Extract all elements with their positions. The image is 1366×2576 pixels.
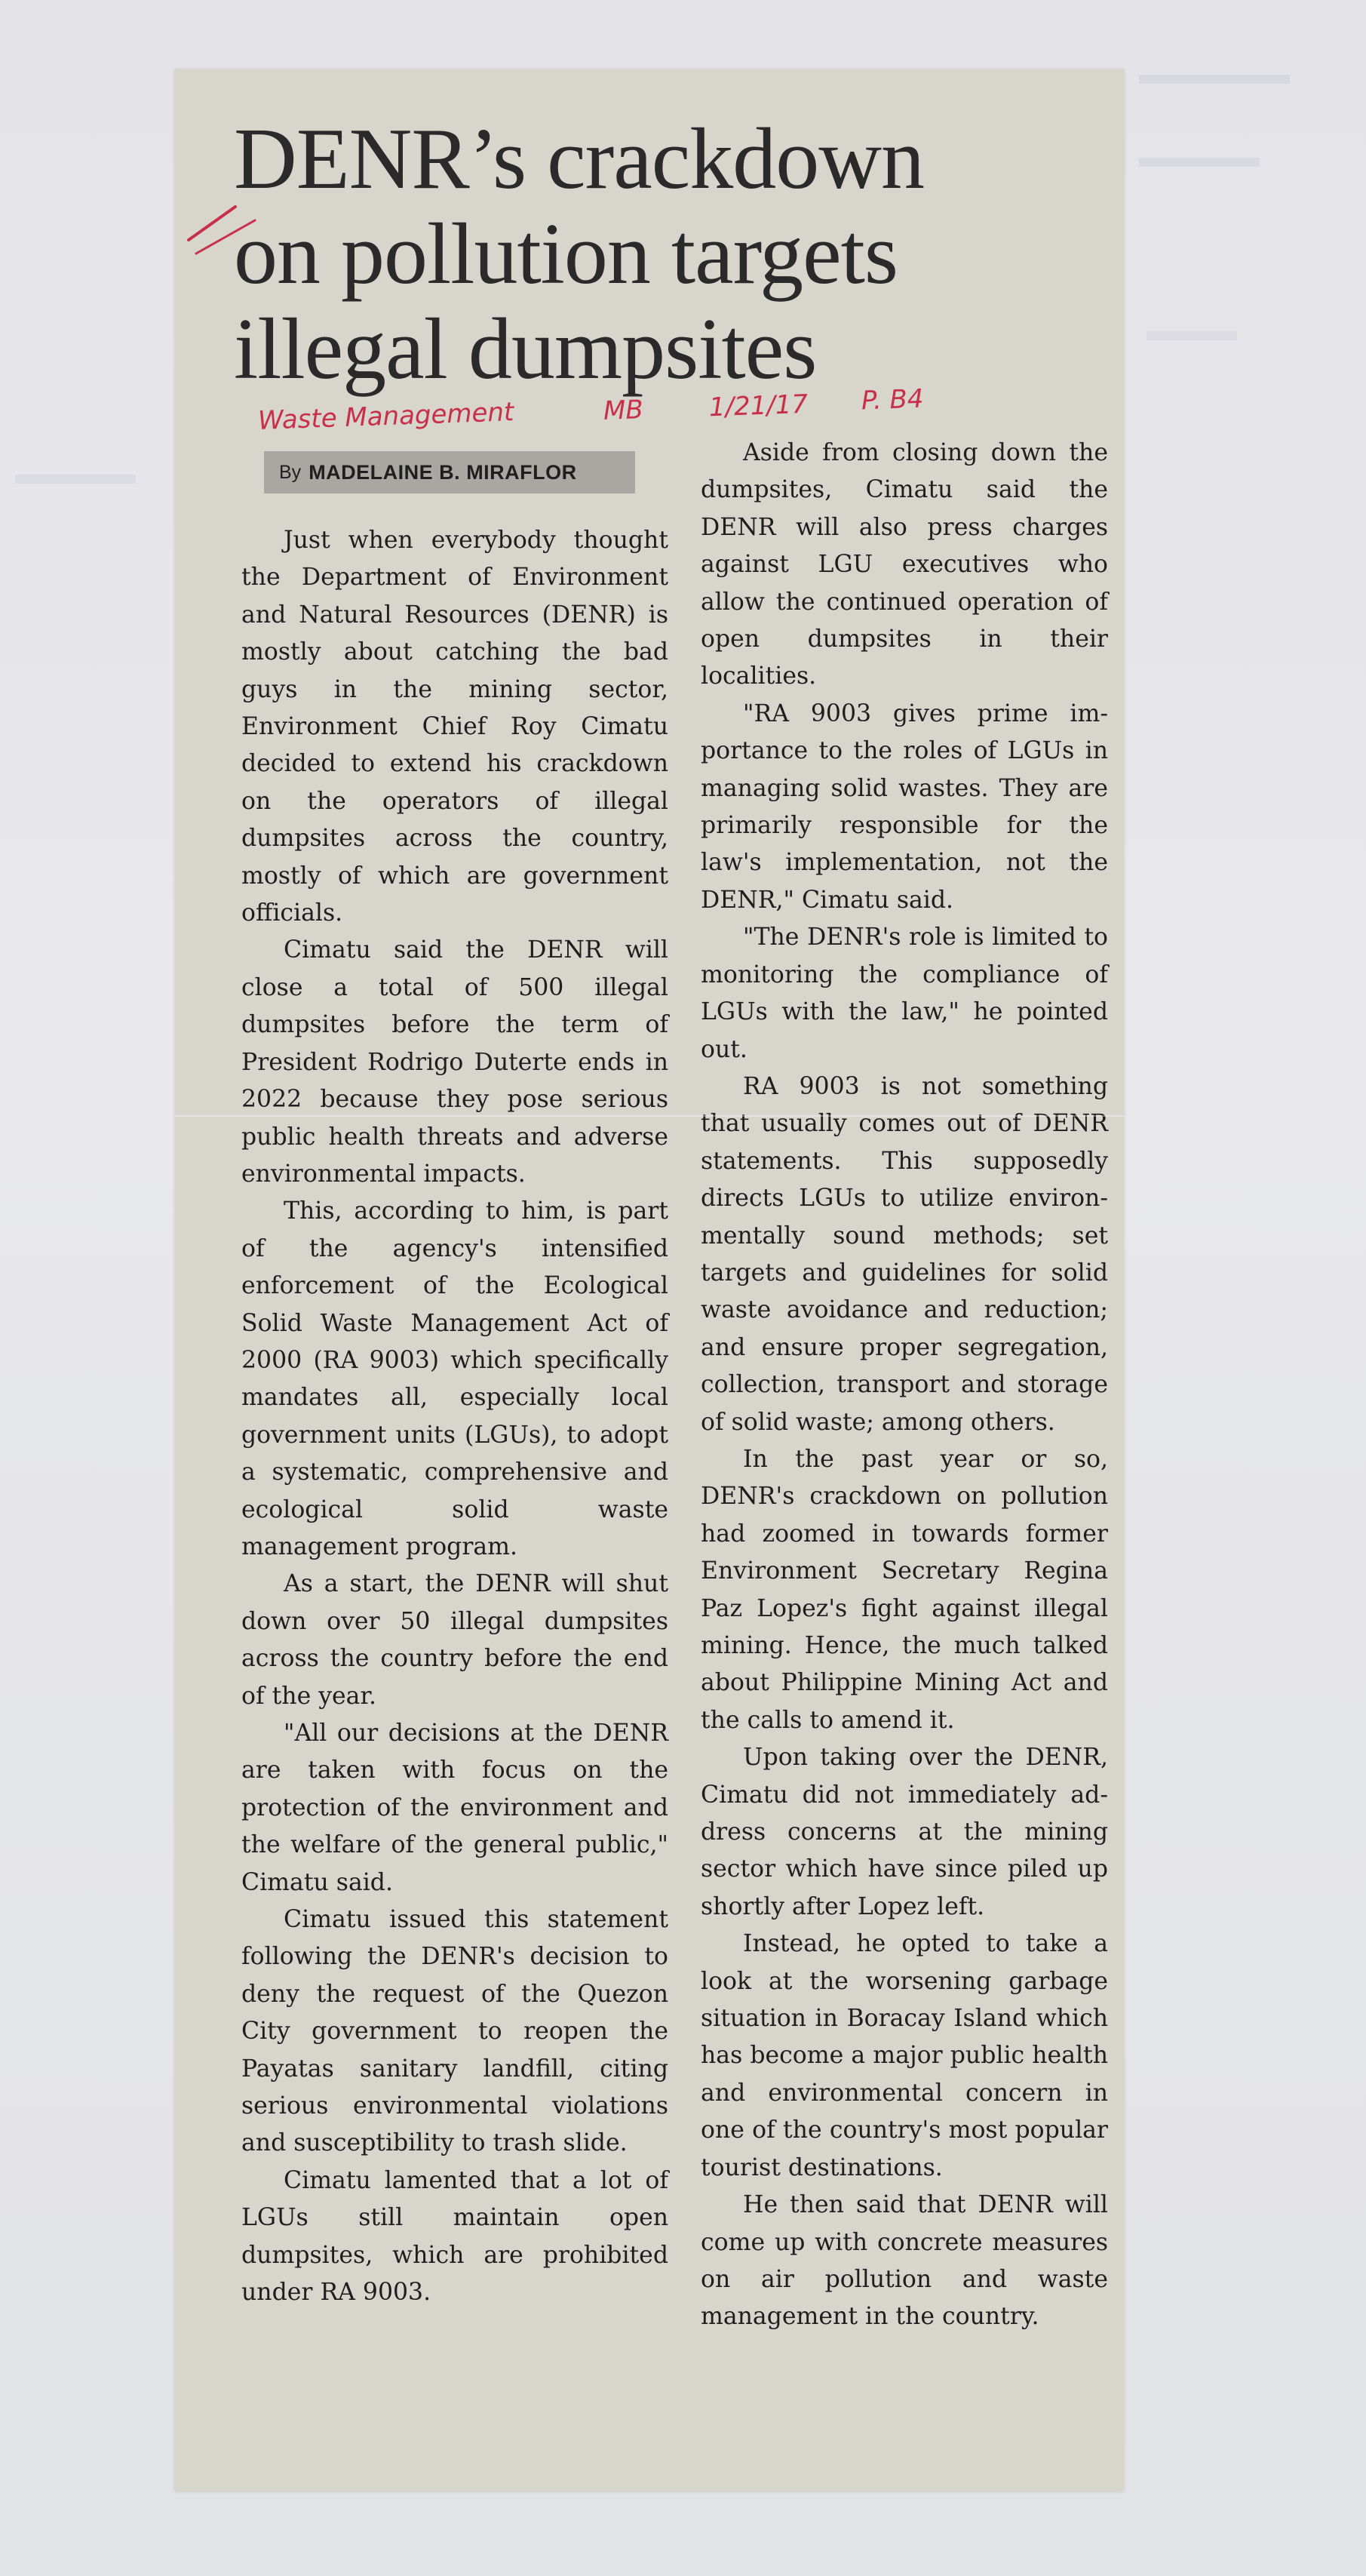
byline-prefix: By [279,461,302,483]
paragraph: Just when everybody thought the Department of Environment and Natural Resources (DENR) is mostly about catching the bad guys in the mining sector, Environment Chief Roy Cimatu decided to extend his crackdown on the operators of illegal dumpsites across the country, mostly of which are government officials. [241,527,668,927]
paragraph: Cimatu issued this statement following the DENR's decision to deny the request of the Quezon City government to reopen the Payatas sanitary landfill, citing serious environmental violations and susceptibility to trash slide. [241,1906,668,2157]
headline-line: illegal dumpsites [234,301,817,398]
paragraph: Cimatu said the DENR will close a total of 500 illegal dumpsites before the term of President Rodrigo Duterte ends in 2022 because they pose serious public health threats and adverse environmental impacts. [241,936,668,1188]
byline [264,451,635,493]
headline-line: DENR’s crackdown [234,111,925,207]
paragraph: Upon taking over the DENR, Cimatu did not immediately address concerns at the mining sector which have since piled up shortly after Lopez left. [701,1744,1108,1920]
article-column-left [241,522,668,2312]
bleed-through-text: ▬▬▬▬ [15,456,136,490]
handwritten-page-annotation: P. B4 [861,383,925,417]
bleed-through-text: ▬▬▬ [1147,313,1237,347]
article-column-right [701,435,1108,2336]
paragraph: RA 9003 is not something that usually comes out of DENR statements. This supposedly directs LGUs to utilize environmentally sound methods; set targets and guidelines for solid waste avoidance and reduction; and ensure proper segregation, collection, transport and storage of solid waste; among others. [701,1072,1108,1436]
article-headline [234,112,1101,397]
author-name: MADELAINE B. MIRAFLOR [309,460,577,484]
paragraph: "The DENR's role is limited to monitoring the compliance of LGUs with the law," he pointed out. [701,924,1108,1063]
handwritten-section-annotation: Waste Management [257,397,514,436]
handwritten-date-annotation: 1/21/17 [708,389,809,423]
paragraph: In the past year or so, DENR's crackdown on pollution had zoomed in towards former Environment Secretary Regina Paz Lopez's fight against illegal mining. Hence, the much talked about Philippine Mining Act and the calls to amend it. [701,1445,1108,1734]
paragraph: Instead, he opted to take a look at the worsening garbage situation in Boracay Island which has become a major public health and environmental concern in one of the country's most popular tourist destinations. [701,1930,1108,2181]
bleed-through-text: ▬▬▬▬▬ [1139,57,1290,91]
handwritten-paper-annotation: MB [603,395,644,426]
paragraph: This, according to him, is part of the agency's intensified enforcement of the Ecological Solid Waste Management Act of 2000 (RA 9003) which specifically mandates all, especially local government units (LGUs), to adopt a systematic, comprehensive and ecological solid waste management program. [241,1197,668,1560]
newspaper-clipping [175,69,1124,2491]
paper-fold-line [175,1115,1124,1117]
paragraph: "RA 9003 gives prime importance to the roles of LGUs in managing solid wastes. They are primarily responsible for the law's implementation, not the DENR," Cimatu said. [701,699,1108,914]
paragraph: As a start, the DENR will shut down over 50 illegal dumpsites across the country before the end of the year. [241,1570,668,1710]
paragraph: Cimatu lamented that a lot of LGUs still maintain open dumpsites, which are prohibited under RA 9003. [241,2166,668,2307]
paragraph: Aside from closing down the dumpsites, Cimatu said the DENR will also press charges against LGU executives who allow the continued operation of open dumpsites in their localities. [701,439,1108,690]
paragraph: He then said that DENR will come up with concrete measures on air pollution and waste management in the country. [701,2191,1108,2331]
paragraph: "All our decisions at the DENR are taken with focus on the protection of the environment and the welfare of the general public," Cimatu said. [241,1720,668,1896]
bleed-through-text: ▬▬▬▬ [1139,140,1260,174]
headline-line: on pollution targets [234,206,898,303]
